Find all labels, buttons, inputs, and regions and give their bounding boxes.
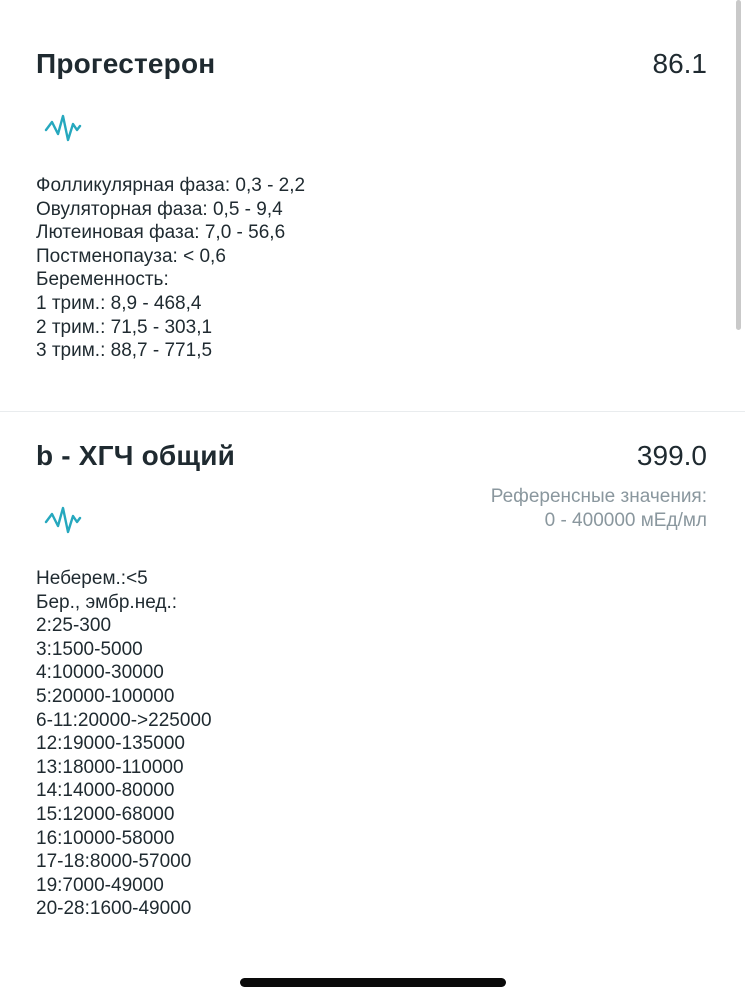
range-line: 5:20000-100000 <box>36 685 175 707</box>
range-line: 3:1500-5000 <box>36 638 143 660</box>
range-line: Постменопауза: < 0,6 <box>36 245 226 267</box>
chart-pulse-icon[interactable] <box>44 110 82 144</box>
range-line: 15:12000-68000 <box>36 803 175 825</box>
range-line: 19:7000-49000 <box>36 874 164 896</box>
range-line: 16:10000-58000 <box>36 827 175 849</box>
range-line: 13:18000-110000 <box>36 756 184 778</box>
result-title: b - ХГЧ общий <box>36 440 236 471</box>
reference-label: Референсные значения: <box>490 486 707 507</box>
range-line: 12:19000-135000 <box>36 733 185 755</box>
range-line: 1 трим.: 8,9 - 468,4 <box>36 292 202 314</box>
range-line: 3 трим.: 88,7 - 771,5 <box>36 340 213 362</box>
reference-range-list <box>36 174 305 363</box>
range-line: Бер., эмбр.нед.: <box>36 591 177 613</box>
result-card-progesterone[interactable] <box>0 0 745 411</box>
home-indicator[interactable] <box>240 978 506 987</box>
reference-range-list <box>36 567 212 921</box>
chart-pulse-icon[interactable] <box>44 502 82 536</box>
range-line: 17-18:8000-57000 <box>36 851 192 873</box>
range-line: 2 трим.: 71,5 - 303,1 <box>36 316 213 338</box>
range-line: 6-11:20000->225000 <box>36 709 212 731</box>
range-line: Фолликулярная фаза: 0,3 - 2,2 <box>36 175 306 196</box>
reference-note <box>491 485 707 533</box>
range-line: Овуляторная фаза: 0,5 - 9,4 <box>36 198 283 220</box>
range-line: Беременность: <box>36 269 169 291</box>
result-card-hcg[interactable] <box>0 412 745 1000</box>
range-line: 14:14000-80000 <box>36 780 175 802</box>
result-value: 86.1 <box>652 48 707 79</box>
range-line: 20-28:1600-49000 <box>36 898 192 920</box>
range-line: 2:25-300 <box>36 615 112 637</box>
result-title: Прогестерон <box>36 48 216 79</box>
result-value: 399.0 <box>636 440 707 471</box>
range-line: Лютеиновая фаза: 7,0 - 56,6 <box>36 222 286 244</box>
range-line: Неберем.:<5 <box>36 568 148 589</box>
reference-value: 0 - 400000 мЕд/мл <box>544 510 707 531</box>
range-line: 4:10000-30000 <box>36 662 164 684</box>
